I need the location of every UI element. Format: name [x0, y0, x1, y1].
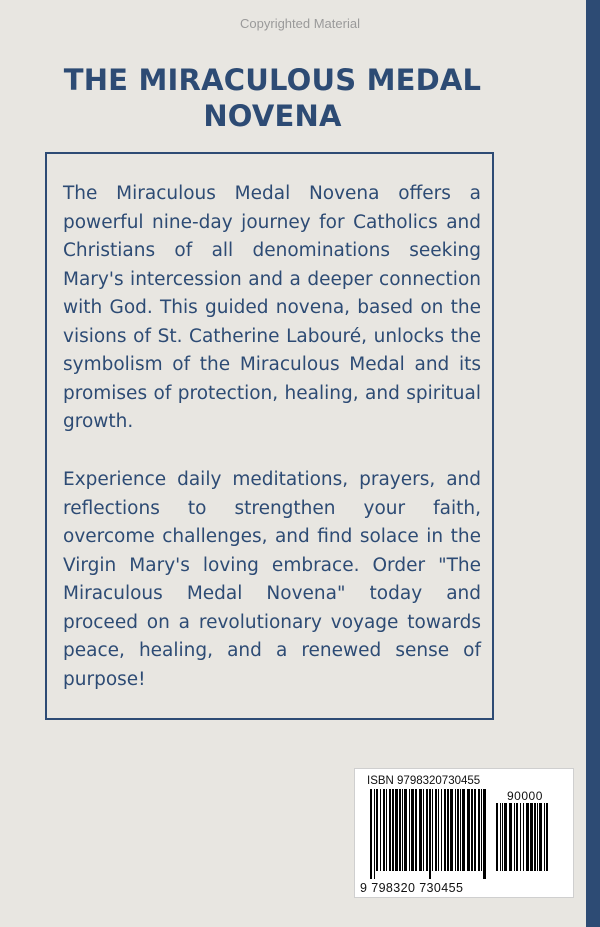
barcode-bar: [483, 789, 486, 879]
barcode-bar: [374, 789, 375, 879]
barcode-bar: [544, 803, 545, 871]
barcode-bar: [520, 803, 521, 871]
barcode-bar: [514, 803, 515, 871]
barcode-bar: [415, 789, 417, 871]
isbn-label: ISBN 9798320730455: [367, 775, 481, 787]
price-code: 90000: [507, 789, 543, 803]
barcode-bars: [370, 789, 488, 879]
barcode-bar: [419, 789, 422, 871]
barcode-bar: [467, 789, 470, 871]
barcode-bar: [441, 789, 442, 871]
barcode-bar: [380, 789, 381, 871]
barcode-bar: [447, 789, 449, 871]
barcode-bar: [462, 789, 465, 871]
isbn-barcode: [354, 768, 574, 898]
barcode-bar: [409, 789, 410, 871]
barcode-bar: [502, 803, 503, 871]
spine-edge-bar: [586, 0, 600, 927]
barcode-bar: [432, 789, 433, 871]
barcode-digits: 9 798320 730455: [360, 881, 464, 895]
barcode-bar: [395, 789, 398, 871]
barcode-bar: [376, 789, 378, 871]
barcode-bar: [392, 789, 394, 871]
barcode-bar: [478, 789, 480, 871]
book-title-line-1: THE MIRACULOUS MEDAL: [63, 63, 482, 97]
book-title: [30, 62, 515, 134]
copyright-watermark-top: Copyrighted Material: [240, 16, 360, 31]
barcode-bar: [516, 803, 518, 871]
barcode-bar: [444, 789, 446, 871]
barcode-bar: [457, 789, 459, 871]
barcode-bar: [438, 789, 439, 871]
description-paragraph-2: Experience daily meditations, prayers, and reflections to strengthen your faith, overcome challenges, and find solace in the Virgin Mary's loving embrace. Order "The Miraculous Medal Novena" today and proceed on a revolutionary voyage towards peace, healing, and a renewed sense of purpose!: [63, 469, 481, 690]
barcode-bar: [523, 803, 524, 871]
barcode-bar: [504, 803, 507, 871]
barcode-bar: [526, 803, 529, 871]
barcode-bar: [402, 789, 403, 871]
barcode-bar: [455, 789, 456, 871]
barcode-bar: [423, 789, 424, 871]
barcode-bar: [539, 803, 542, 871]
barcode-bar: [471, 789, 473, 871]
barcode-bar: [474, 789, 476, 871]
barcode-bar: [537, 803, 538, 871]
barcode-bar: [389, 789, 391, 871]
barcode-bar: [496, 803, 498, 871]
barcode-bar: [426, 789, 428, 871]
barcode-bar: [450, 789, 453, 871]
barcode-bar: [500, 803, 501, 871]
barcode-bar: [386, 789, 387, 871]
barcode-bar: [383, 789, 385, 871]
barcode-bar: [429, 789, 431, 879]
barcode-bar: [399, 789, 401, 871]
barcode-bar: [481, 789, 482, 871]
book-title-line-2: NOVENA: [203, 99, 342, 133]
barcode-bar: [534, 803, 536, 871]
barcode-bar: [435, 789, 437, 871]
barcode-bar: [509, 803, 512, 871]
addon-barcode-bars: [496, 803, 548, 879]
description-box: [45, 152, 494, 720]
barcode-bar: [460, 789, 461, 871]
barcode-bar: [530, 803, 533, 871]
barcode-bar: [404, 789, 407, 871]
barcode-bar: [546, 803, 548, 871]
barcode-bar: [411, 789, 414, 871]
barcode-bar: [370, 789, 372, 879]
description-paragraph-1: The Miraculous Medal Novena offers a powerful nine-day journey for Catholics and Christians of all denominations seeking Mary's intercession and a deeper connection with God. This guided novena, based on the visions of St. Catherine Labouré, unlocks the symbolism of the Miraculous Medal and its promises of protection, healing, and spiritual growth.: [63, 183, 481, 432]
